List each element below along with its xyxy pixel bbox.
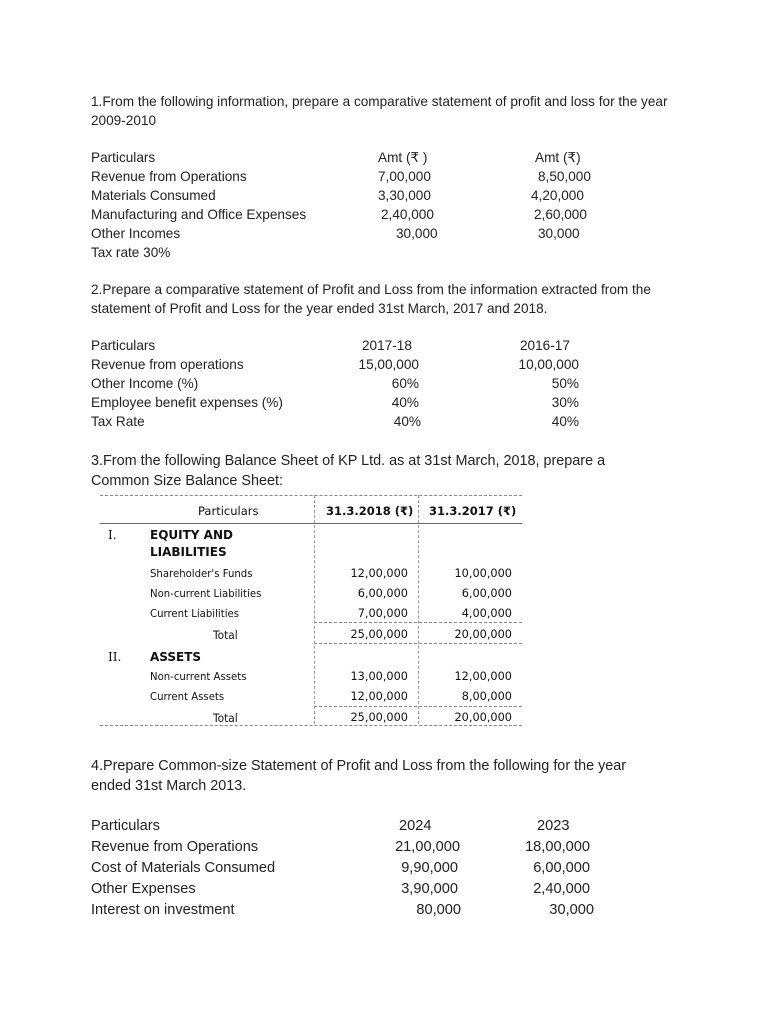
q4-title-line2: ended 31st March 2013. [91, 778, 247, 794]
q1-header-amt-a: Amt (₹ ) [378, 150, 428, 165]
bs-row-value-2017: 4,00,000 [461, 607, 512, 620]
bs-row-value-2018: 12,00,000 [350, 690, 408, 703]
col-header-2017: 31.3.2017 (₹) [429, 504, 517, 518]
q4-row-label: Interest on investment [91, 902, 235, 918]
bs-total-2018: 25,00,000 [350, 711, 408, 724]
q4-header-year-a: 2024 [399, 818, 432, 834]
q4-row-value-b: 6,00,000 [533, 860, 590, 876]
bs-total-2017: 20,00,000 [454, 628, 512, 641]
q2-row-label: Other Income (%) [91, 376, 199, 391]
q4-row-label: Revenue from Operations [91, 839, 259, 855]
q1-row-label: Materials Consumed [91, 188, 216, 203]
total-rule [314, 643, 522, 644]
q2-row-label: Revenue from operations [91, 357, 244, 372]
bs-row-value-2018: 6,00,000 [357, 587, 408, 600]
q1-row-value-b: 8,50,000 [538, 169, 591, 184]
q1-row-value-a: 7,00,000 [378, 169, 431, 184]
q1-header-particulars: Particulars [91, 150, 156, 165]
q2-row-label: Tax Rate [91, 414, 145, 429]
col-header-2018: 31.3.2018 (₹) [326, 504, 414, 518]
section-title: LIABILITIES [150, 545, 227, 559]
col-header-particulars: Particulars [198, 504, 259, 518]
q1-title-line1: 1.From the following information, prepare a comparative statement of profit and loss for the year [91, 94, 668, 109]
q1-row-label: Manufacturing and Office Expenses [91, 207, 307, 222]
balance-sheet-scan [100, 495, 522, 728]
bs-row-value-2017: 12,00,000 [454, 670, 512, 683]
q2-row-value-b: 10,00,000 [518, 357, 579, 372]
bs-total-2017: 20,00,000 [454, 711, 512, 724]
q4-row-value-a: 9,90,000 [401, 860, 458, 876]
q2-row-value-b: 50% [551, 376, 579, 391]
q2-row-value-a: 40% [391, 395, 419, 410]
bs-row-value-2018: 12,00,000 [350, 567, 408, 580]
q1-title-line2: 2009-2010 [91, 113, 157, 128]
total-rule [314, 706, 522, 707]
section-number: I. [108, 528, 117, 542]
table-header-rule [100, 523, 522, 524]
q1-row-value-a: 30,000 [396, 226, 438, 241]
bs-row-label: Current Assets [150, 690, 225, 703]
bs-row-label: Non-current Assets [150, 670, 247, 683]
q2-row-value-b: 30% [551, 395, 579, 410]
bs-row-label: Non-current Liabilities [150, 587, 262, 600]
q2-title-line1: 2.Prepare a comparative statement of Profit and Loss from the information extracted from the [91, 282, 651, 297]
q4-title-line1: 4.Prepare Common-size Statement of Profit and Loss from the following for the year [91, 758, 627, 774]
q1-row-value-a: 3,30,000 [378, 188, 431, 203]
q1-row-value-a: 2,40,000 [381, 207, 434, 222]
q4-row-value-b: 18,00,000 [525, 839, 590, 855]
bs-row-label: Current Liabilities [150, 607, 240, 620]
bs-total-2018: 25,00,000 [350, 628, 408, 641]
q1-row-value-b: 4,20,000 [531, 188, 584, 203]
q4-row-label: Cost of Materials Consumed [91, 860, 276, 876]
table-bottom-rule [100, 725, 522, 726]
q1-header-amt-b: Amt (₹) [535, 150, 581, 165]
q2-row-value-a: 60% [391, 376, 419, 391]
q1-row-label: Revenue from Operations [91, 169, 247, 184]
q4-row-value-b: 30,000 [549, 902, 594, 918]
q4-row-value-b: 2,40,000 [533, 881, 590, 897]
section-title: ASSETS [150, 650, 202, 664]
bs-row-value-2018: 13,00,000 [350, 670, 408, 683]
q4-row-value-a: 3,90,000 [401, 881, 458, 897]
section-number: II. [108, 650, 122, 664]
q2-row-label: Employee benefit expenses (%) [91, 395, 283, 410]
bs-total-label: Total [213, 628, 238, 642]
q1-row-label: Other Incomes [91, 226, 181, 241]
bs-row-value-2017: 8,00,000 [461, 690, 512, 703]
column-divider [314, 495, 315, 724]
q3-title-line1: 3.From the following Balance Sheet of KP Ltd. as at 31st March, 2018, prepare a [91, 453, 606, 469]
q2-row-value-b: 40% [551, 414, 579, 429]
section-title: EQUITY AND [150, 528, 233, 542]
q4-header-particulars: Particulars [91, 818, 160, 834]
bs-total-label: Total [213, 711, 238, 725]
column-divider [418, 495, 419, 724]
q2-row-value-a: 15,00,000 [358, 357, 419, 372]
table-top-rule [100, 495, 522, 496]
bs-row-label: Shareholder's Funds [150, 567, 253, 580]
bs-row-value-2017: 6,00,000 [461, 587, 512, 600]
q1-row-value-b: 2,60,000 [534, 207, 587, 222]
q1-row-value-b: 30,000 [538, 226, 580, 241]
q2-header-particulars: Particulars [91, 338, 156, 353]
q4-row-label: Other Expenses [91, 881, 196, 897]
q4-row-value-a: 21,00,000 [395, 839, 460, 855]
q3-title-line2: Common Size Balance Sheet: [91, 473, 283, 489]
total-rule [314, 622, 522, 623]
bs-row-value-2017: 10,00,000 [454, 567, 512, 580]
q2-title-line2: statement of Profit and Loss for the year ended 31st March, 2017 and 2018. [91, 301, 548, 316]
q2-row-value-a: 40% [393, 414, 421, 429]
q4-header-year-b: 2023 [537, 818, 570, 834]
q4-row-value-a: 80,000 [416, 902, 461, 918]
q2-header-year-a: 2017-18 [362, 338, 412, 353]
bs-row-value-2018: 7,00,000 [357, 607, 408, 620]
q2-header-year-b: 2016-17 [520, 338, 570, 353]
q1-tax-note: Tax rate 30% [91, 245, 171, 260]
